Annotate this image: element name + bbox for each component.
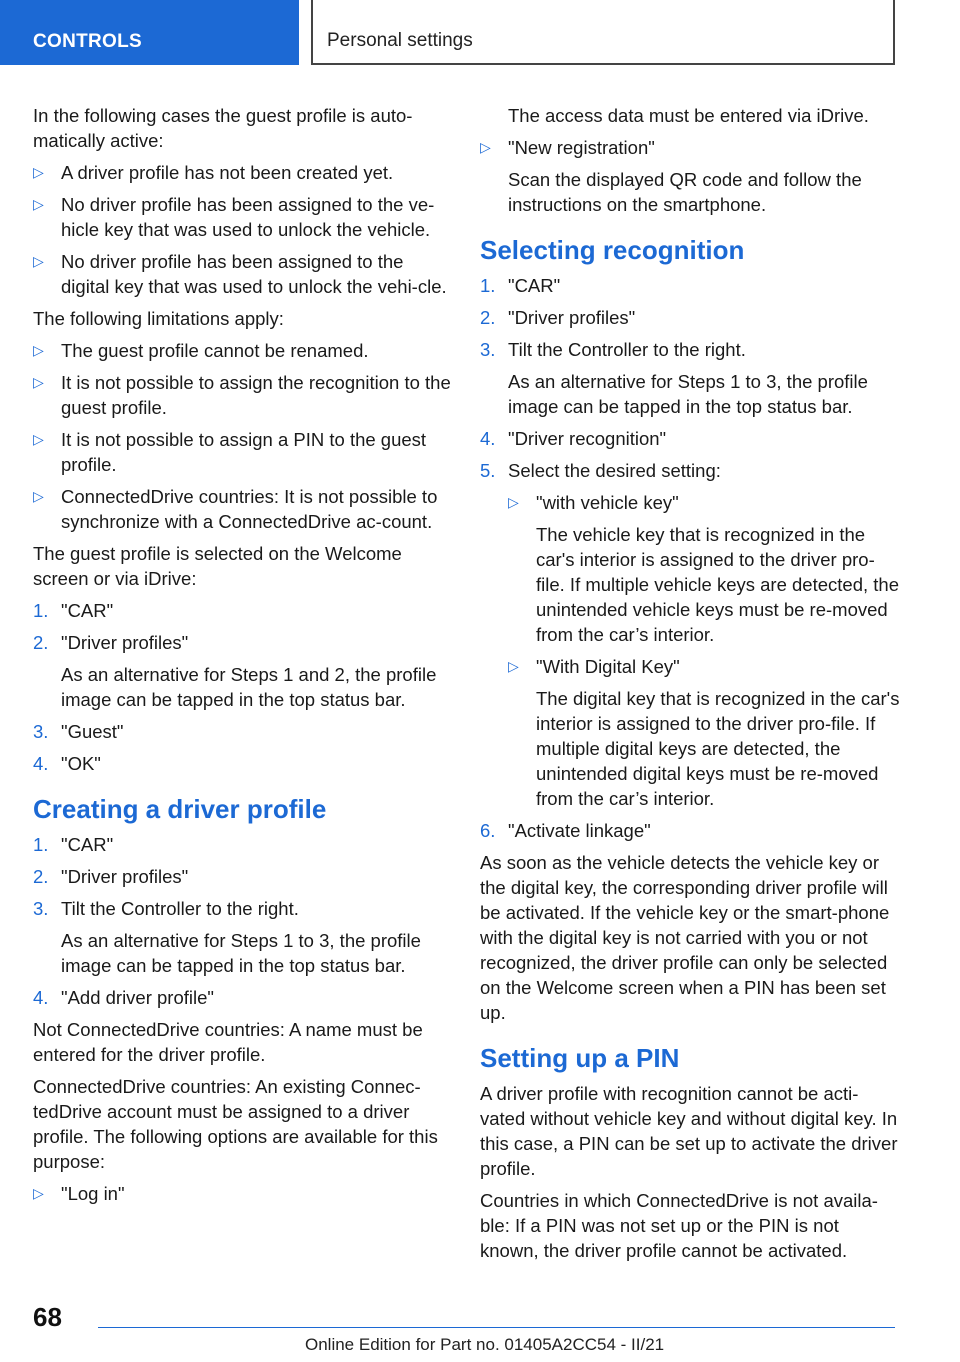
cd-paragraph: ConnectedDrive countries: An existing Connec-tedDrive account must be assigned to a driver profile. The following options are available for this purpose: [33,1076,438,1172]
triangle-bullet-icon: ▷ [33,342,44,358]
list-item: ▷ "With Digital Key" The digital key that is recognized in the car's interior is assigned to the driver pro-file. If multiple digital keys are detected, the unintended digital keys must be re-moved from the car’s interior. [508,656,900,809]
step-item: 4. "OK" [33,753,101,774]
triangle-bullet-icon: ▷ [508,494,519,510]
not-cd-paragraph: Not ConnectedDrive countries: A name must be entered for the driver profile. [33,1019,423,1065]
section-tab: CONTROLS [0,0,299,65]
step-item: 2. "Driver profiles" As an alternative for Steps 1 and 2, the profile image can be tapped in the top status bar. [33,630,451,712]
recognition-settings-list [508,490,900,811]
section-heading: Selecting recognition [480,235,745,265]
step-item: 3. "Guest" [33,721,124,742]
list-item: ▷ The guest profile cannot be renamed. [33,340,369,361]
section-heading: Setting up a PIN [480,1043,680,1073]
step-item: 1. "CAR" [480,275,561,296]
step-item: 5. Select the desired setting: ▷ "with vehicle key" The vehicle key that is recognized in the car's interior is assigned to the driver pro-file. If multiple vehicle keys are detected, the unintended vehicle keys must be re-moved from the car’s interior. ▷ "With Digital Key" The digital key that is recognized in the car's interior is assigned to the driver pro-file. If multiple digital keys are detected, the unintended digital keys must be re-moved from the car’s interior. [480,460,900,809]
step-item: 4. "Add driver profile" [33,987,214,1008]
list-item: ▷ No driver profile has been assigned to the ve-hicle key that was used to unlock the vehicle. [33,194,435,240]
step-item: 3. Tilt the Controller to the right. As an alternative for Steps 1 to 3, the profile image can be tapped in the top status bar. [480,337,900,419]
triangle-bullet-icon: ▷ [33,196,44,212]
list-item: ▷ No driver profile has been assigned to the digital key that was used to unlock the vehi-cle. [33,251,447,297]
step-item: 4. "Driver recognition" [480,428,667,449]
pin-paragraph: Countries in which ConnectedDrive is not availa-ble: If a PIN was not set up or the PIN is not known, the driver profile cannot be activated. [480,1190,878,1261]
list-item: ▷ It is not possible to assign the recognition to the guest profile. [33,372,451,418]
list-item: ▷ "with vehicle key" The vehicle key that is recognized in the car's interior is assigned to the driver pro-file. If multiple vehicle keys are detected, the unintended vehicle keys must be re-moved from the car’s interior. [508,492,899,645]
triangle-bullet-icon: ▷ [33,1185,44,1201]
pin-paragraph: A driver profile with recognition cannot be acti-vated without vehicle key and without digital key. In this case, a PIN can be set up to activate the driver profile. [480,1083,898,1179]
setting-description: The vehicle key that is recognized in the car's interior is assigned to the driver pro-file. If multiple vehicle keys are detected, the unintended vehicle keys must be re-moved from the car’s interior. [536,524,899,645]
step-item: 1. "CAR" [33,834,114,855]
step-item: 2. "Driver profiles" [480,307,636,328]
list-item: ▷ ConnectedDrive countries: It is not possible to synchronize with a ConnectedDrive ac-count. [33,486,438,532]
step-note: As an alternative for Steps 1 to 3, the profile image can be tapped in the top status bar. [61,930,421,976]
list-item: ▷ "Log in" [33,1183,125,1204]
cd-options-list [33,1181,451,1206]
guest-cases-list [33,160,451,299]
list-item: ▷ It is not possible to assign a PIN to the guest profile. [33,429,427,475]
page-number: 68 [33,1302,62,1332]
limits-intro: The following limitations apply: [33,308,284,329]
triangle-bullet-icon: ▷ [33,253,44,269]
left-column [33,103,451,1213]
right-column [480,103,900,1270]
setting-description: The digital key that is recognized in the car's interior is assigned to the driver pro-file. If multiple digital keys are detected, the unintended digital keys must be re-moved from the car’s interior. [536,688,900,809]
triangle-bullet-icon: ▷ [33,488,44,504]
step-note: As an alternative for Steps 1 to 3, the profile image can be tapped in the top status bar. [508,371,868,417]
guest-intro: In the following cases the guest profile is auto-matically active: [33,105,413,151]
step-note: As an alternative for Steps 1 and 2, the profile image can be tapped in the top status bar. [61,664,437,710]
activation-paragraph: As soon as the vehicle detects the vehicle key or the digital key, the corresponding driver profile will be activated. If the vehicle key or the smart-phone with the digital key is not carried with you or not recognized, the driver profile can only be selected on the Welcome screen when a PIN has been set up. [480,852,890,1023]
limits-list [33,338,451,534]
login-note: The access data must be entered via iDrive. [508,105,869,126]
triangle-bullet-icon: ▷ [480,139,491,155]
triangle-bullet-icon: ▷ [33,374,44,390]
step-item: 6. "Activate linkage" [480,820,651,841]
step-item: 3. Tilt the Controller to the right. As an alternative for Steps 1 to 3, the profile image can be tapped in the top status bar. [33,896,451,978]
list-item: ▷ "New registration" Scan the displayed QR code and follow the instructions on the smartphone. [480,135,900,217]
create-steps [33,832,451,1010]
select-intro: The guest profile is selected on the Welcome screen or via iDrive: [33,543,402,589]
option-note: Scan the displayed QR code and follow the instructions on the smartphone. [508,169,862,215]
section-heading: Creating a driver profile [33,794,327,824]
triangle-bullet-icon: ▷ [33,431,44,447]
triangle-bullet-icon: ▷ [508,658,519,674]
triangle-bullet-icon: ▷ [33,164,44,180]
cd-options-list-continued [480,135,900,217]
step-item: 1. "CAR" [33,600,114,621]
page-title: Personal settings [311,0,895,65]
footer-edition: Online Edition for Part no. 01405A2CC54 - II/21 [305,1335,665,1354]
guest-select-steps [33,598,451,776]
footer-divider [98,1327,895,1328]
recognition-steps [480,273,900,843]
list-item: ▷ A driver profile has not been created yet. [33,162,394,183]
step-item: 2. "Driver profiles" [33,866,189,887]
